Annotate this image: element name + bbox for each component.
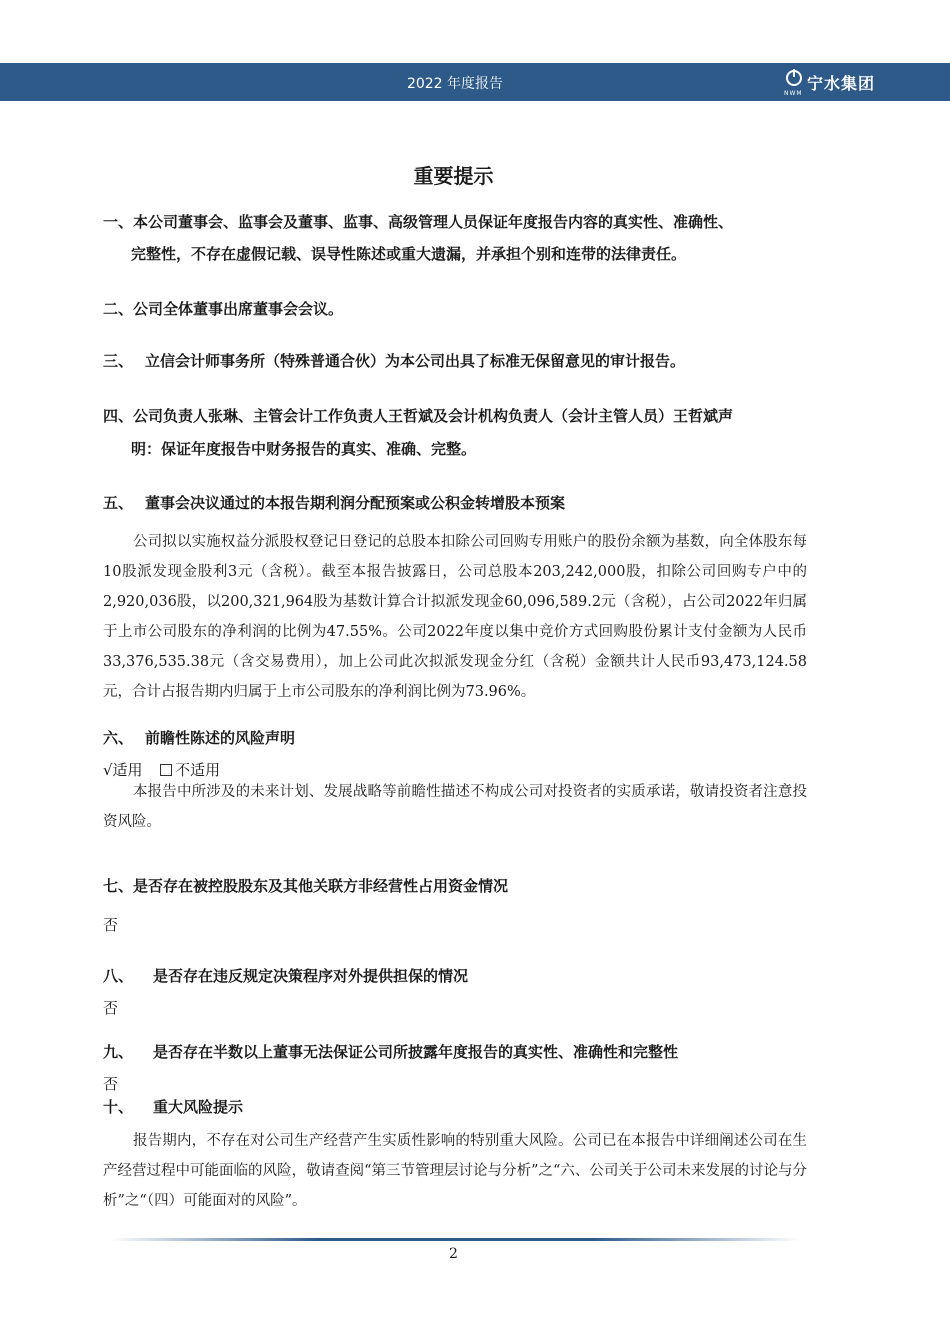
section-9-answer: 否 xyxy=(103,1075,119,1093)
section-3 xyxy=(103,346,685,376)
section-1-line1: 本公司董事会、监事会及董事、监事、高级管理人员保证年度报告内容的真实性、准确性、 xyxy=(133,213,734,231)
section-9-heading xyxy=(103,1037,678,1067)
section-4-line1: 公司负责人张琳、主管会计工作负责人王哲斌及会计机构负责人（会计主管人员）王哲斌声 xyxy=(133,407,734,425)
section-1-number: 一、 xyxy=(103,213,134,231)
section-10-title: 重大风险提示 xyxy=(153,1098,244,1116)
logo-subtext: NWM xyxy=(784,90,803,97)
section-7-number: 七、 xyxy=(103,877,134,895)
applicable-option: √适用 xyxy=(103,761,143,779)
section-1 xyxy=(103,207,733,237)
section-1-line2: 完整性，不存在虚假记载、误导性陈述或重大遗漏，并承担个别和连带的法律责任。 xyxy=(131,245,687,263)
page-number: 2 xyxy=(449,1246,458,1262)
section-8-answer: 否 xyxy=(103,999,119,1017)
section-5-title: 董事会决议通过的本报告期利润分配预案或公积金转增股本预案 xyxy=(145,494,566,512)
not-applicable-option: 不适用 xyxy=(175,761,221,779)
logo-name: 宁水集团 xyxy=(807,74,876,93)
section-6-title: 前瞻性陈述的风险声明 xyxy=(145,729,296,747)
section-2-text: 公司全体董事出席董事会会议。 xyxy=(133,300,344,318)
section-2-number: 二、 xyxy=(103,300,134,318)
page-title: 重要提示 xyxy=(413,164,494,188)
section-6-heading xyxy=(103,723,295,753)
section-8-title: 是否存在违反规定决策程序对外提供担保的情况 xyxy=(153,967,469,985)
footer-divider xyxy=(110,1238,800,1241)
section-4 xyxy=(103,401,733,431)
section-10-heading xyxy=(103,1092,243,1122)
section-5-number: 五、 xyxy=(103,494,134,512)
section-8-number: 八、 xyxy=(103,967,134,985)
section-3-number: 三、 xyxy=(103,352,134,370)
section-7-answer: 否 xyxy=(103,916,119,934)
section-5-body: 公司拟以实施权益分派股权登记日登记的总股本扣除公司回购专用账户的股份余额为基数，向全体股东每10股派发现金股利3元（含税）。截至本报告披露日，公司总股本203,242,000股，扣除公司回购专户中的2,920,036股，以200,321,964股为基数计算合计拟派发现金60,096,589.2元（含税），占公司2022年归属于上市公司股东的净利润的比例为47.55%。公司2022年度以集中竞价方式回购股份累计支付金额为人民币33,376,535.38元（含交易费用），加上公司此次拟派发现金分红（含税）金额共计人民币93,473,124.58元，合计占报告期内归属于上市公司股东的净利润比例为73.96%。 xyxy=(103,534,807,700)
section-10-number: 十、 xyxy=(103,1098,134,1116)
section-6-body: 本报告中所涉及的未来计划、发展战略等前瞻性描述不构成公司对投资者的实质承诺，敬请投资者注意投资风险。 xyxy=(103,784,807,830)
section-10-body: 报告期内，不存在对公司生产经营产生实质性影响的特别重大风险。公司已在本报告中详细阐述公司在生产经营过程中可能面临的风险，敬请查阅“第三节管理层讨论与分析”之“六、公司关于公司未来发展的讨论与分析”之“（四）可能面对的风险”。 xyxy=(103,1133,807,1209)
section-2 xyxy=(103,294,343,324)
report-header-title: 2022 年度报告 xyxy=(406,76,504,92)
section-9-title: 是否存在半数以上董事无法保证公司所披露年度报告的真实性、准确性和完整性 xyxy=(153,1043,679,1061)
power-ring-icon xyxy=(786,70,802,86)
section-7-title: 是否存在被控股股东及其他关联方非经营性占用资金情况 xyxy=(133,877,509,895)
section-8-heading xyxy=(103,961,468,991)
section-4-line2: 明：保证年度报告中财务报告的真实、准确、完整。 xyxy=(131,440,477,458)
section-9-number: 九、 xyxy=(103,1043,134,1061)
section-5-heading xyxy=(103,488,565,518)
section-6-number: 六、 xyxy=(103,729,134,747)
section-7-heading xyxy=(103,871,508,901)
section-3-text: 立信会计师事务所（特殊普通合伙）为本公司出具了标准无保留意见的审计报告。 xyxy=(145,352,686,370)
company-logo xyxy=(784,68,904,98)
checkbox-icon xyxy=(160,764,172,776)
section-4-number: 四、 xyxy=(103,407,134,425)
